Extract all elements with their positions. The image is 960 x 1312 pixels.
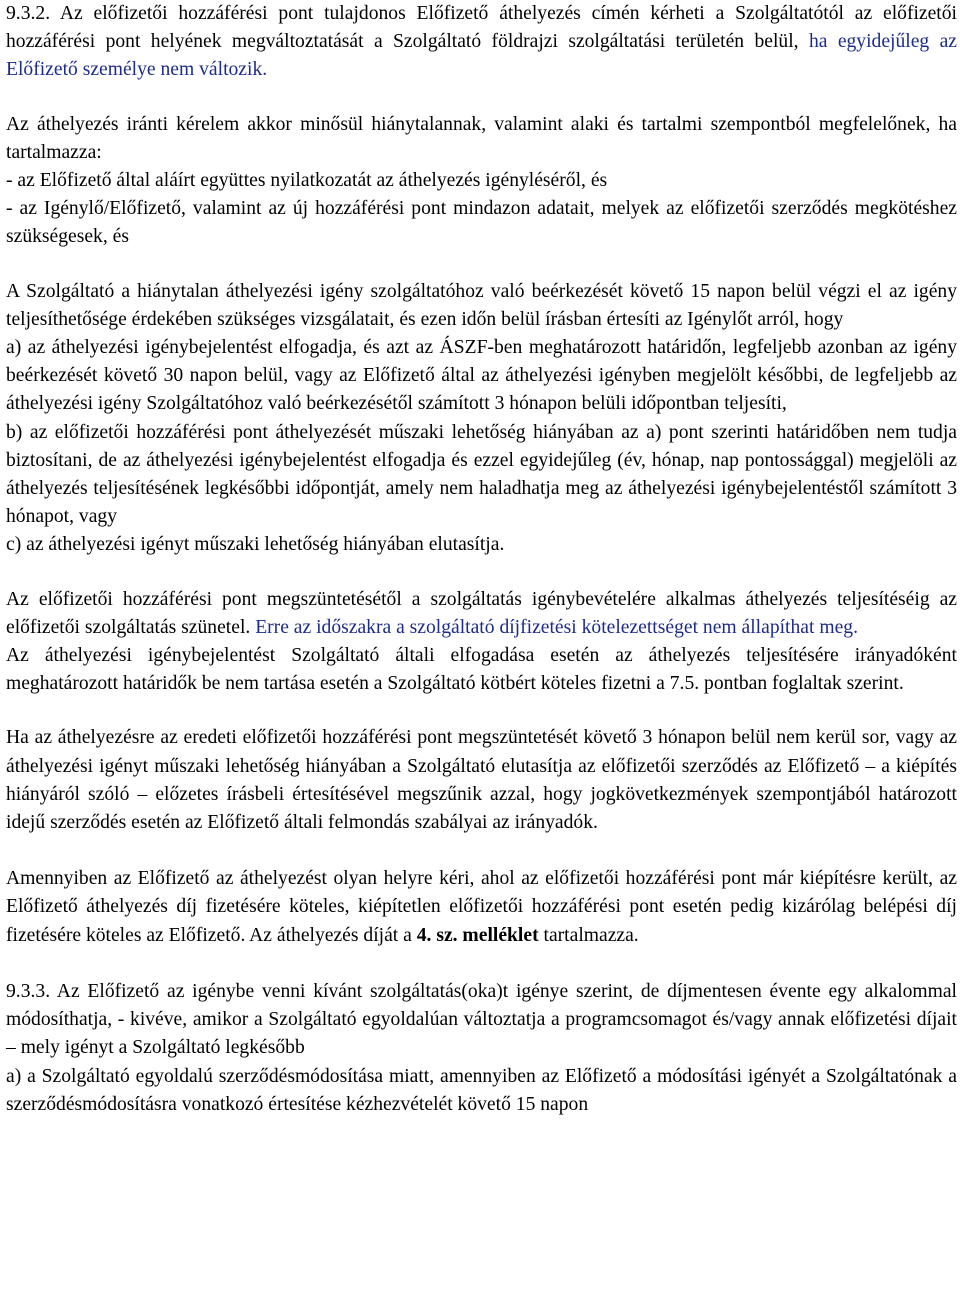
- suspension-text-highlight: Erre az időszakra a szolgáltató díjfizetési kötelezettséget nem állapíthat meg.: [255, 616, 858, 638]
- suspension-paragraph: [6, 586, 957, 642]
- annex-reference: 4. sz. melléklet: [416, 924, 539, 946]
- suspension-text: Az előfizetői hozzáférési pont megszüntetésétől a szolgáltatás igénybevételére alkalmas áthelyezés teljesítéséig az előfizetői szolgáltatás szünetel.: [6, 588, 957, 638]
- intro-text-highlight: ha egyidejűleg az Előfizető személye nem változik.: [6, 31, 957, 81]
- fee-paragraph: [6, 865, 957, 950]
- option-a-paragraph: a) a Szolgáltató egyoldalú szerződésmódosítása miatt, amennyiben az Előfizető a módosítási igényét a Szolgáltatónak a szerződésmódosításra vonatkozó értesítése kézhezvételét követő 15 napon: [6, 1065, 957, 1115]
- section-number: 9.3.2.: [6, 3, 51, 24]
- intro-text: Az Előfizető az igénybe venni kívánt szolgáltatás(oka)t igénye szerint, de díjmentesen évente egy alkalommal módosíthatja, - kivéve, amikor a Szolgáltató egyoldalúan változtatja a programcsomagot és/vagy annak előfizetési díjait – mely igényt a Szolgáltató legkésőbb: [6, 980, 958, 1059]
- section-number: 9.3.3.: [6, 980, 51, 1002]
- option-b-paragraph: b) az előfizetői hozzáférési pont áthelyezését műszaki lehetőség hiányában az a) pont szerinti határidőben nem tudja biztosítani, de az áthelyezési igénybejelentést elfogadja és ezzel egyidejűleg (év, hónap, nap pontossággal) megjelöli az áthelyezés teljesítésének legkésőbbi időpontját, amely nem haladhatja meg az áthelyezési igénybejelentéstől számított 3 hónapot, vagy: [6, 421, 957, 528]
- section-9-3-3-intro: [6, 978, 957, 1063]
- option-a-paragraph: a) az áthelyezési igénybejelentést elfogadja, és azt az ÁSZF-ben meghatározott határidőn, legfeljebb azonban az igény beérkezését követő 30 napon belül, vagy az Előfizető által az áthelyezési igényben megjelölt későbbi, de legfeljebb az áthelyezési igény Szolgáltatóhoz való beérkezésétől számított 3 hónapon belüli időpontban teljesíti,: [6, 337, 957, 415]
- intro-text: Az előfizetői hozzáférési pont tulajdonos Előfizető áthelyezés címén kérheti a Szolgáltatótól az előfizetői hozzáférési pont helyének megváltoztatását a Szolgáltató földrajzi szolgáltatási területén belül,: [6, 3, 957, 53]
- penalty-paragraph: Az áthelyezési igénybejelentést Szolgáltató általi elfogadása esetén az áthelyezés teljesítésére irányadóként meghatározott határidők be nem tartása esetén a Szolgáltató kötbért köteles fizetni a 7.5. pontban foglaltak szerint.: [6, 645, 957, 695]
- complete-request-item: - az Igénylő/Előfizető, valamint az új hozzáférési pont mindazon adatait, melyek az előfizetői szerződés megkötéshez szükségesek, és: [6, 198, 957, 248]
- examination-paragraph: A Szolgáltató a hiánytalan áthelyezési igény szolgáltatóhoz való beérkezését követő 15 napon belül végzi el az igény teljesíthetősége érdekében szükséges vizsgálatait, és ezen időn belül írásban értesíti az Igénylőt arról, hogy: [6, 280, 957, 330]
- termination-paragraph: Ha az áthelyezésre az eredeti előfizetői hozzáférési pont megszüntetését követő 3 hónapon belül nem kerül sor, vagy az áthelyezési igényt műszaki lehetőség hiányában a Szolgáltató elutasítja az előfizetői szerződés az Előfizető – a kiépítés hiányáról szóló – előzetes írásbeli értesítésével megszűnik azzal, hogy jogkövetkezmények szempontjából határozott idejű szerződés esetén az Előfizető általi felmondás szabályai az irányadók.: [6, 727, 957, 834]
- section-9-3-2-intro: [6, 0, 957, 85]
- complete-request-item: - az Előfizető által aláírt együttes nyilatkozatát az áthelyezés igényléséről, és: [6, 170, 608, 192]
- document-page: [6, 0, 957, 1119]
- option-c-paragraph: c) az áthelyezési igényt műszaki lehetőség hiányában elutasítja.: [6, 534, 505, 556]
- fee-text-end: tartalmazza.: [538, 924, 639, 946]
- fee-text: Amennyiben az Előfizető az áthelyezést olyan helyre kéri, ahol az előfizetői hozzáférési pont már kiépítésre került, az Előfizető áthelyezés díj fizetésére köteles, kiépítetlen előfizetői hozzáférési pont esetén pedig kizárólag belépési díj fizetésére köteles az Előfizető. Az áthelyezés díját a: [6, 868, 957, 946]
- complete-request-paragraph: Az áthelyezés iránti kérelem akkor minősül hiánytalannak, valamint alaki és tartalmi szempontból megfelelőnek, ha tartalmazza:: [6, 113, 957, 163]
